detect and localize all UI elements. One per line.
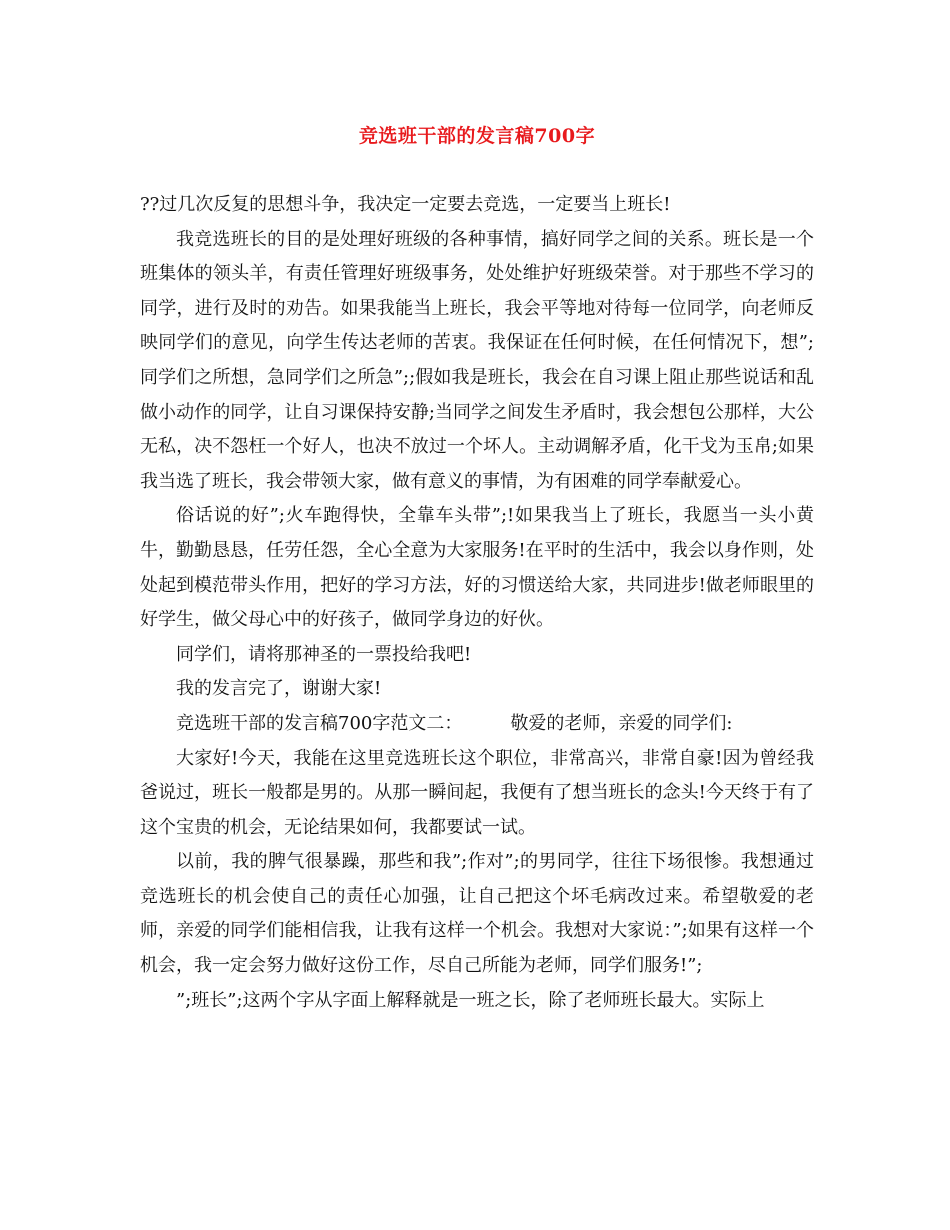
document-body (140, 188, 814, 1018)
paragraph-7: 以前，我的脾气很暴躁，那些和我”;作对”;的男同学，往往下场很惨。我想通过竞选班长的机会使自己的责任心加强，让自己把这个坏毛病改过来。希望敬爱的老师，亲爱的同学们能相信我，让我有这样一个机会。我想对大家说：”;如果有这样一个机会，我一定会努力做好这份工作，尽自己所能为老师，同学们服务!”; (140, 851, 814, 977)
sample-heading-line (140, 707, 814, 742)
paragraph-8: ”;班长”;这两个字从字面上解释就是一班之长，除了老师班长最大。实际上 (176, 989, 765, 1011)
sample-greeting: 敬爱的老师，亲爱的同学们: (510, 712, 733, 734)
paragraph-4: 同学们，请将那神圣的一票投给我吧! (176, 643, 472, 665)
paragraph-5: 我的发言完了，谢谢大家! (176, 678, 382, 700)
paragraph-6: 大家好!今天，我能在这里竞选班长这个职位，非常高兴，非常自豪!因为曾经我爸说过，班长一般都是男的。从那一瞬间起，我便有了想当班长的念头!今天终于有了这个宝贵的机会，无论结果如何，我都要试一试。 (140, 747, 814, 838)
document-title: 竞选班干部的发言稿700字 (358, 125, 596, 147)
paragraph-3: 俗话说的好”;火车跑得快，全靠车头带”;!如果我当上了班长，我愿当一头小黄牛，勤勤恳恳，任劳任怨，全心全意为大家服务!在平时的生活中，我会以身作则，处处起到模范带头作用，把好的学习方法，好的习惯送给大家，共同进步!做老师眼里的好学生，做父母心中的好孩子，做同学身边的好伙。 (140, 505, 814, 631)
paragraph-1: ??过几次反复的思想斗争，我决定一定要去竞选，一定要当上班长! (140, 194, 671, 215)
paragraph-2: 我竞选班长的目的是处理好班级的各种事情，搞好同学之间的关系。班长是一个班集体的领头羊，有责任管理好班级事务，处处维护好班级荣誉。对于那些不学习的同学，进行及时的劝告。如果我能当上班长，我会平等地对待每一位同学，向老师反映同学们的意见，向学生传达老师的苦衷。我保证在任何时候，在任何情况下，想”;同学们之所想，急同学们之所急”;;假如我是班长，我会在自习课上阻止那些说话和乱做小动作的同学，让自习课保持安静;当同学之间发生矛盾时，我会想包公那样，大公无私，决不怨枉一个好人，也决不放过一个坏人。主动调解矛盾，化干戈为玉帛;如果我当选了班长，我会带领大家，做有意义的事情，为有困难的同学奉献爱心。 (140, 228, 814, 492)
sample-heading: 竞选班干部的发言稿700字范文二： (176, 712, 463, 734)
